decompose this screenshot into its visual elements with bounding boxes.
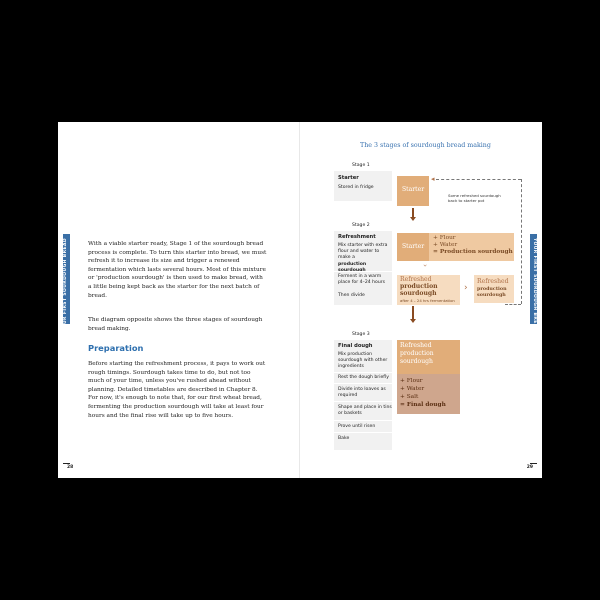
stage3-separator-4 (334, 420, 392, 421)
stage2-step-1: Mix starter with extra flour and water to make a (338, 243, 388, 261)
stage1-label: Stage 1 (352, 163, 370, 168)
right-page (300, 122, 542, 478)
stage2-heading: Refreshment (338, 234, 376, 240)
stage3-ingredient-flour: + Flour (400, 378, 423, 384)
stage2-ingredients-box (429, 233, 514, 261)
stage3-separator-5 (334, 432, 392, 433)
stage3-refreshed-box (397, 340, 460, 374)
return-arrow-icon: ◂ (431, 175, 435, 183)
stage2-right-chevron-icon: › (464, 283, 468, 293)
left-page-number: 28 (67, 465, 74, 470)
stage1-step: Stored in fridge (338, 185, 374, 190)
stage2-refreshed-line2: production (400, 283, 438, 290)
stage3-step-1: Mix production sourdough with other ingredients (338, 352, 388, 370)
stage1-starter-box (397, 176, 429, 206)
right-page-number-rule (530, 463, 537, 464)
arrow-stage2-to-3-icon (410, 319, 416, 323)
stage2-starter-label: Starter (402, 243, 425, 250)
stage1-starter-label: Starter (402, 186, 425, 193)
left-page (58, 122, 300, 478)
return-dashed-top (436, 179, 521, 180)
stage2-refreshed-box (397, 275, 460, 305)
stage2-step-1-emphasis: production (338, 262, 367, 267)
return-note: Some refreshed sourdough back to starter pot (448, 193, 501, 203)
stage3-refreshed-line1: Refreshed (400, 342, 432, 349)
diagram-title: The 3 stages of sourdough bread making (360, 142, 491, 149)
stage3-step-2: Rest the dough briefly (338, 375, 389, 380)
stage2-label: Stage 2 (352, 223, 370, 228)
right-side-label: YOUR FIRST SOURDOUGH BREAD (532, 238, 537, 332)
stage1-panel (334, 171, 392, 201)
stage2-starter-box (397, 233, 429, 261)
paragraph-preparation: Before starting the refreshment process, it pays to work out rough timings. Sourdough takes time to do, but not too much of your time, unless you've rushed ahead without planning. Detailed timetables are described in Chapter 8. For now, it's enough to note that, for our first wheat bread, fermenting the production sourdough will take at least four hours and the final rise will take up to five hours. (88, 361, 266, 419)
paragraph-diagram-reference: The diagram opposite shows the three stages of sourdough bread making. (88, 317, 263, 332)
stage2-separator (334, 271, 392, 272)
stage3-step-6: Bake (338, 436, 350, 441)
return-dashed-right (521, 179, 522, 304)
stage3-separator-2 (334, 383, 392, 384)
arrow-stage1-to-2-icon (410, 217, 416, 221)
stage2-refreshed-right-line2: production sourdough (477, 286, 507, 298)
left-page-number-rule (63, 463, 70, 464)
return-dashed-bottom (505, 304, 521, 305)
stage1-heading: Starter (338, 175, 359, 181)
stage2-step-2: Ferment in a warm place for 4–24 hours (338, 274, 386, 286)
stage2-ferment-note: after 4 – 24 hrs fermentation (400, 298, 455, 303)
stage2-down-chevron-icon: › (420, 264, 429, 267)
stage2-ingredient-flour: + Flour (433, 235, 456, 241)
stage2-refreshed-line3: sourdough (400, 290, 437, 297)
stage3-refreshed-line2: production (400, 350, 434, 357)
stage3-step-4: Shape and place in tins or baskets (338, 405, 392, 417)
stage2-refreshed-right-line1: Refreshed (477, 278, 509, 285)
stage3-step-3: Divide into loaves as required (338, 387, 386, 399)
stage3-ingredient-result: = Final dough (400, 402, 446, 408)
stage3-step-5: Prove until risen (338, 424, 376, 429)
stage2-ingredient-water: + Water (433, 242, 458, 248)
stage3-ingredient-salt: + Salt (400, 394, 419, 400)
stage2-ingredient-result: = Production sourdough (433, 249, 513, 255)
paragraph-intro: With a viable starter ready, Stage 1 of the sourdough bread process is complete. To turn this starter into bread, we must refresh it to increase its size and trigger a renewed fermentation which lasts several hours. Most of this mixture or 'production sourdough' is then used to make bread, with a little being kept back as the starter for the next batch of bread. (88, 241, 267, 299)
stage3-separator-3 (334, 401, 392, 402)
stage3-heading: Final dough (338, 343, 373, 349)
stage2-refreshed-right-box (474, 275, 514, 303)
stage3-label: Stage 3 (352, 332, 370, 337)
arrow-stage2-to-3-shaft (412, 306, 414, 320)
stage2-step-3: Then divide (338, 293, 365, 298)
stage2-refreshed-line1: Refreshed (400, 276, 432, 283)
stage3-ingredients-box (397, 374, 460, 414)
right-page-number: 29 (526, 465, 533, 470)
stage3-separator-1 (334, 372, 392, 373)
stage3-panel (334, 340, 392, 450)
section-heading-preparation: Preparation (88, 343, 144, 353)
book-spread (58, 122, 542, 478)
left-side-label: YOUR FIRST SOURDOUGH BREAD (63, 238, 68, 332)
stage2-panel (334, 231, 392, 305)
stage3-ingredient-water: + Water (400, 386, 425, 392)
stage3-refreshed-line3: sourdough (400, 358, 433, 365)
